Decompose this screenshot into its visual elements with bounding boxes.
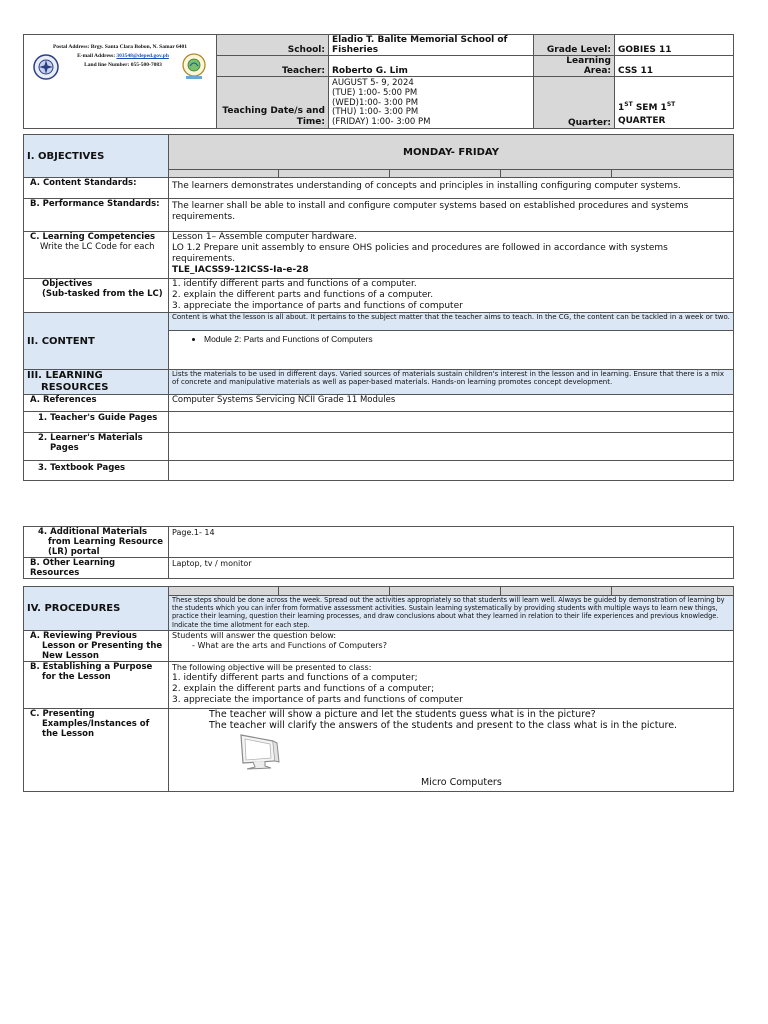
reviewing-lesson-text: Students will answer the question below: - What are the arts and Functions of Computers? [169,631,734,662]
email-link[interactable]: 303548@deped.gov.ph [116,53,169,59]
quarter-value: 1ST SEM 1ST QUARTER [615,77,734,129]
reviewing-lesson-label: A. Reviewing Previous Lesson or Presenting the New Lesson [24,631,169,662]
textbook-pages-label: 3. Textbook Pages [24,461,169,481]
teaching-dates-label: Teaching Date/s and Time: [217,77,329,129]
sub-objectives-label: Objectives (Sub-tasked from the LC) [24,279,169,313]
learning-area-label: Learning Area: [534,56,615,77]
content-body [169,331,734,370]
objectives-table [23,134,734,481]
learning-competencies-text: Lesson 1– Assemble computer hardware. LO 1.2 Prepare unit assembly to ensure OHS policies and procedures are followed in accordance with systems requirements. TLE_IACSS9-12ICSS-Ia-e-28 [169,232,734,279]
day-header: MONDAY- FRIDAY [169,135,734,170]
teacher-label: Teacher: [217,56,329,77]
email-label: E-mail Address: [77,53,116,59]
references-label: A. References [24,395,169,412]
postal-address: Postal Address: Brgy. Santa Clara Bobon, N. Samar 6401 [52,44,188,50]
content-bullet: • Module 2: Parts and Functions of Computers [204,334,730,344]
purpose-text: The following objective will be presented to class: 1. identify different parts and functions of a computer; 2. explain the different parts and functions of a computer; 3. appreciate the importance of parts and functions of computer [169,662,734,709]
references-text: Computer Systems Servicing NCII Grade 11 Modules [169,395,734,412]
procedures-note: These steps should be done across the week. Spread out the activities appropriately so that students will learn well. Always be guided by demonstration of learning by the students which you can infer from formative assessment activities. Sustain learning systematically by providing students with multiple ways to learn new things, practice their learning, question their learning processes, and draw conclusions about what they learned in relation to their life experiences and previous knowledge. Indicate the time allotment for each step. [169,596,734,631]
teacher-name: Roberto G. Lim [329,56,534,77]
content-standards-label: A. Content Standards: [24,178,169,199]
purpose-label: B. Establishing a Purpose for the Lesson [24,662,169,709]
additional-materials-value: Page.1- 14 [169,527,734,558]
procedures-title: IV. PROCEDURES [24,587,169,631]
landline-number: Land line Number: 055-500-7083 [84,62,162,68]
quarter-label: Quarter: [534,77,615,129]
school-logo-cell [24,35,217,129]
teachers-guide-label: 1. Teacher's Guide Pages [24,412,169,433]
school-name: Eladio T. Balite Memorial School of Fisheries [329,35,534,56]
teachers-guide-value [169,412,734,433]
image-caption: Micro Computers [421,777,502,788]
performance-standards-label: B. Performance Standards: [24,199,169,232]
header-table [23,34,734,129]
textbook-pages-value [169,461,734,481]
lc-code: TLE_IACSS9-12ICSS-Ia-e-28 [172,265,309,275]
additional-materials-label: 4. Additional Materials from Learning Resource (LR) portal [24,527,169,558]
learners-materials-label: 2. Learner's Materials Pages [24,433,169,461]
content-standards-text: The learners demonstrates understanding of concepts and principles in installing configuring computer systems. [169,178,734,199]
presenting-line-2: The teacher will clarify the answers of the students and present to the class what is in the picture. [209,720,678,731]
learning-competencies-label: C. Learning Competencies Write the LC Code for each [24,232,169,279]
presenting-examples-label: C. Presenting Examples/Instances of the Lesson [24,709,169,792]
performance-standards-text: The learner shall be able to install and configure computer systems based on established procedures and systems requirements. [169,199,734,232]
other-resources-label: B. Other Learning Resources [24,558,169,579]
sub-objectives-text: 1. identify different parts and functions of a computer. 2. explain the different parts and functions of a computer. 3. appreciate the importance of parts and functions of computer [169,279,734,313]
review-question: - What are the arts and Functions of Computers? [192,641,730,651]
teaching-dates: AUGUST 5- 9, 2024 (TUE) 1:00- 5:00 PM (WED)1:00- 3:00 PM (THU) 1:00- 3:00 PM (FRIDAY) 1:00- 3:00 PM [329,77,534,129]
presenting-examples-body [169,709,734,792]
computer-monitor-image [237,731,285,773]
resources-note: Lists the materials to be used in different days. Varied sources of materials sustain children's interest in the lesson and in learning. Ensure that there is a mix of concrete and manipulative materials as well as paper-based materials. Hands-on learning promotes concept development. [169,370,734,395]
school-seal-icon [181,52,207,80]
grade-level-value: GOBIES 11 [615,35,734,56]
objectives-title: I. OBJECTIVES [24,135,169,178]
school-label: School: [217,35,329,56]
deped-seal-icon [33,54,59,80]
procedures-table [23,526,734,792]
content-title: II. CONTENT [24,313,169,370]
other-resources-value: Laptop, tv / monitor [169,558,734,579]
presenting-line-1: The teacher will show a picture and let the students guess what is in the picture? [209,709,596,720]
learning-area-value: CSS 11 [615,56,734,77]
grade-level-label: Grade Level: [534,35,615,56]
content-note: Content is what the lesson is all about. It pertains to the subject matter that the teacher aims to teach. In the CG, the content can be tackled in a week or two. [169,313,734,331]
resources-title: III. LEARNING RESOURCES [24,370,169,395]
learners-materials-value [169,433,734,461]
